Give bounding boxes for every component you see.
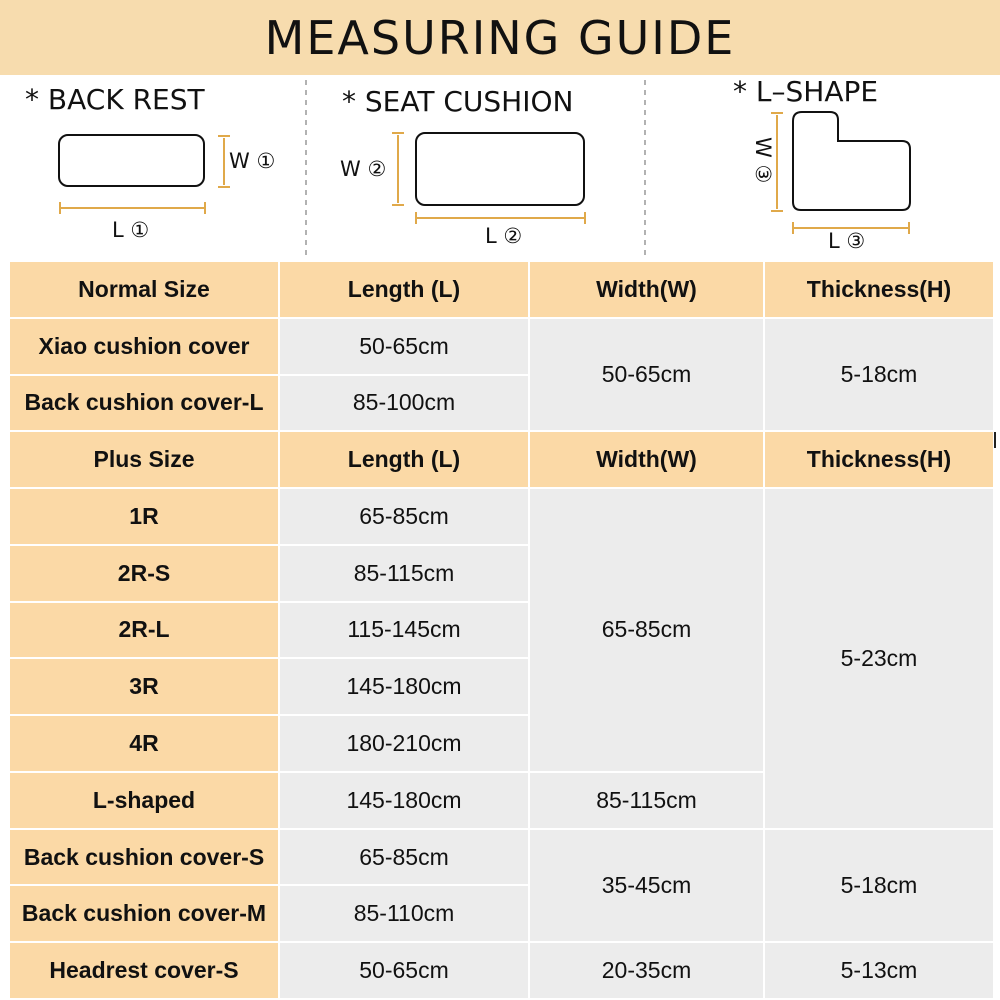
- length-cell: 65-85cm: [280, 489, 528, 544]
- header-cell: Width(W): [530, 262, 763, 317]
- size-name-cell: Back cushion cover-L: [10, 376, 278, 431]
- table-row: [10, 319, 993, 374]
- length-cell: 180-210cm: [280, 716, 528, 771]
- back-rest-length-arrow: [60, 202, 205, 214]
- size-name-cell: 2R-L: [10, 603, 278, 658]
- thickness-cell: 5-18cm: [765, 319, 993, 431]
- length-cell: 85-110cm: [280, 886, 528, 941]
- size-name-cell: Headrest cover-S: [10, 943, 278, 998]
- l-shape-length-label: L ③: [828, 229, 866, 253]
- length-cell: 65-85cm: [280, 830, 528, 885]
- width-cell: 20-35cm: [530, 943, 763, 998]
- size-name-cell: 1R: [10, 489, 278, 544]
- back-rest-width-label: W ①: [229, 149, 276, 173]
- size-name-cell: Xiao cushion cover: [10, 319, 278, 374]
- seat-cushion-length-arrow: [416, 212, 585, 224]
- seat-cushion-shape: [416, 133, 584, 205]
- diagram-drawings: [0, 75, 1000, 260]
- l-shape-width-label: W ③: [751, 137, 775, 184]
- back-rest-label: * BACK REST: [25, 83, 205, 116]
- size-name-cell: L-shaped: [10, 773, 278, 828]
- size-name-cell: Back cushion cover-S: [10, 830, 278, 885]
- table-header-row: [10, 432, 993, 487]
- l-shape-shape: [793, 112, 910, 210]
- width-cell: 65-85cm: [530, 489, 763, 771]
- seat-cushion-label: * SEAT CUSHION: [342, 85, 574, 118]
- length-cell: 85-100cm: [280, 376, 528, 431]
- width-cell: 50-65cm: [530, 319, 763, 431]
- length-cell: 145-180cm: [280, 659, 528, 714]
- header-cell: Length (L): [280, 432, 528, 487]
- length-cell: 50-65cm: [280, 319, 528, 374]
- l-shape-label: * L–SHAPE: [733, 75, 879, 108]
- table-row: [10, 830, 993, 885]
- measurement-diagrams: [0, 75, 1000, 260]
- table-header-row: [10, 262, 993, 317]
- thickness-cell: 5-23cm: [765, 489, 993, 828]
- edge-mark: [994, 432, 996, 448]
- seat-cushion-width-label: W ②: [340, 157, 387, 181]
- back-rest-length-label: L ①: [112, 218, 150, 242]
- back-rest-shape: [59, 135, 204, 186]
- header-cell: Plus Size: [10, 432, 278, 487]
- thickness-cell: 5-13cm: [765, 943, 993, 998]
- title-banner: [0, 0, 1000, 75]
- thickness-cell: 5-18cm: [765, 830, 993, 942]
- header-cell: Thickness(H): [765, 432, 993, 487]
- width-cell: 35-45cm: [530, 830, 763, 942]
- header-cell: Thickness(H): [765, 262, 993, 317]
- seat-cushion-width-arrow: [392, 133, 404, 205]
- header-cell: Width(W): [530, 432, 763, 487]
- width-cell: 85-115cm: [530, 773, 763, 828]
- seat-cushion-length-label: L ②: [485, 224, 523, 248]
- length-cell: 145-180cm: [280, 773, 528, 828]
- table-row: [10, 943, 993, 998]
- length-cell: 115-145cm: [280, 603, 528, 658]
- length-cell: 85-115cm: [280, 546, 528, 601]
- size-name-cell: Back cushion cover-M: [10, 886, 278, 941]
- size-name-cell: 4R: [10, 716, 278, 771]
- length-cell: 50-65cm: [280, 943, 528, 998]
- header-cell: Length (L): [280, 262, 528, 317]
- size-name-cell: 3R: [10, 659, 278, 714]
- size-table: [8, 260, 995, 1000]
- table-row: [10, 489, 993, 544]
- page-title: MEASURING GUIDE: [264, 10, 736, 65]
- size-name-cell: 2R-S: [10, 546, 278, 601]
- header-cell: Normal Size: [10, 262, 278, 317]
